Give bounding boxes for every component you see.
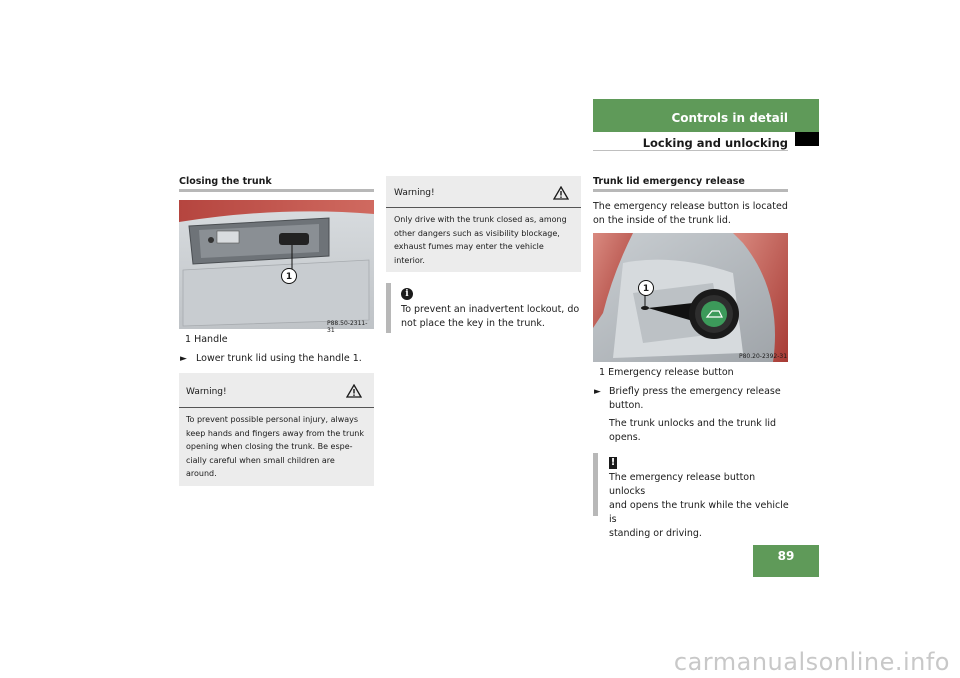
image-code: P88.50-2311-31: [327, 320, 368, 334]
step-text: [609, 385, 789, 445]
warning-line: keep hands and fingers away from the trunk: [186, 428, 365, 438]
warning-triangle-icon: [553, 185, 569, 199]
warning-line: To prevent possible personal injury, always: [186, 415, 359, 424]
warning-rule: [179, 407, 374, 408]
info-line: not place the key in the trunk.: [401, 318, 545, 329]
legend-item: [599, 366, 734, 380]
page-number: 89: [753, 545, 819, 577]
warning-line: other dangers such as visibility blockage,: [394, 228, 560, 238]
image-code: P80.20-2392-31: [739, 353, 788, 360]
result-line: The trunk unlocks and the trunk lid: [609, 418, 777, 429]
note-line: standing or driving.: [609, 528, 702, 539]
emergency-release-photo: [593, 233, 788, 362]
warning-triangle-icon: [346, 383, 362, 397]
warning-body: [186, 413, 371, 481]
result-line: opens.: [609, 432, 641, 443]
callout-1: 1: [638, 280, 654, 296]
section-rule: [179, 189, 374, 192]
info-sidebar: [386, 283, 391, 333]
warning-body: [394, 213, 579, 267]
note-line: The emergency release button unlocks: [609, 472, 756, 497]
exclamation-icon: !: [610, 457, 616, 468]
bullet-arrow-icon: ►: [180, 354, 187, 364]
trunk-handle-illustration: [179, 200, 374, 329]
emergency-release-illustration: [593, 233, 788, 362]
legend-text: Emergency release button: [608, 367, 734, 378]
warning-line: Only drive with the trunk closed as, among: [394, 215, 567, 224]
intro-line: The emergency release button is located: [593, 201, 788, 212]
closing-trunk-title: Closing the trunk: [179, 176, 272, 187]
bullet-arrow-icon: ►: [594, 387, 601, 397]
section-rule: [593, 189, 788, 192]
step-text: Lower trunk lid using the handle: [196, 353, 353, 364]
legend-item: [185, 333, 228, 347]
warning-title: Warning!: [186, 387, 227, 397]
section-subtitle: Locking and unlocking: [642, 136, 788, 150]
instruction-step: [594, 385, 789, 443]
info-body: [401, 303, 586, 331]
note-line: and opens the trunk while the vehicle is: [609, 500, 789, 525]
info-icon: i: [401, 288, 413, 300]
legend-number: 1: [599, 367, 606, 378]
step-line: button.: [609, 400, 644, 411]
warning-line: exhaust fumes may enter the vehicle: [394, 242, 544, 251]
note-body: [609, 471, 794, 541]
callout-1: 1: [281, 268, 297, 284]
intro-line: on the inside of the trunk lid.: [593, 215, 731, 226]
watermark: carmanualsonline.info: [673, 648, 950, 676]
instruction-step: [180, 352, 362, 366]
warning-box-personal-injury: [179, 373, 374, 486]
header-rule: [593, 150, 788, 151]
note-sidebar: [593, 453, 598, 516]
chapter-title: Controls in detail: [671, 111, 788, 125]
warning-line: cially careful when small children are: [186, 455, 335, 465]
legend-number: 1: [185, 334, 192, 345]
info-line: To prevent an inadvertent lockout, do: [401, 304, 580, 315]
warning-line: around.: [186, 469, 217, 478]
step-ref: 1: [352, 353, 359, 364]
warning-line: opening when closing the trunk. Be espe-: [186, 442, 353, 451]
warning-line: interior.: [394, 255, 425, 265]
legend-text: Handle: [194, 334, 228, 345]
step-text-wrap: [196, 352, 362, 366]
intro-text: [593, 200, 788, 228]
header-black-tab: [795, 132, 819, 146]
trunk-handle-photo: [179, 200, 374, 334]
step-end: .: [358, 353, 362, 364]
emergency-release-title: Trunk lid emergency release: [593, 176, 745, 187]
warning-rule: [386, 207, 581, 208]
warning-box-drive-closed: [386, 176, 581, 272]
warning-title: Warning!: [394, 188, 435, 198]
step-line: Briefly press the emergency release: [609, 386, 781, 397]
